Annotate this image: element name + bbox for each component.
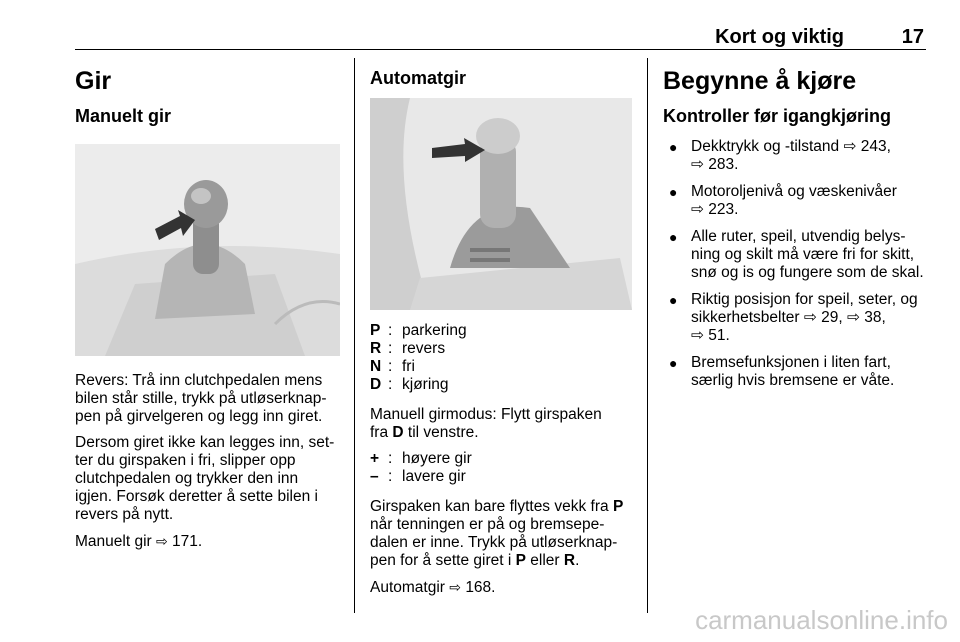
list-item bbox=[663, 183, 928, 219]
shift-row: + : høyere gir bbox=[370, 450, 472, 467]
list-item bbox=[663, 228, 928, 282]
automatic-gear-reference[interactable] bbox=[370, 578, 632, 597]
page-ref-icon: ⇨ bbox=[449, 579, 461, 595]
text-bold: D bbox=[392, 424, 404, 441]
column-automatic-gear bbox=[370, 60, 632, 605]
manual-gear-illustration bbox=[75, 144, 340, 356]
text-line: ⇨ 51. bbox=[691, 327, 730, 344]
text-line: sikkerhetsbelter ⇨ 29, ⇨ 38, bbox=[691, 309, 886, 326]
shift-label: lavere gir bbox=[402, 468, 466, 485]
column-manual-gear bbox=[75, 60, 340, 559]
text-bold: P bbox=[612, 498, 624, 515]
text-line: dalen er inne. Trykk på utløserknap- bbox=[370, 534, 618, 551]
gear-key: R bbox=[370, 340, 382, 357]
bullet-icon: ● bbox=[669, 355, 678, 371]
header-rule bbox=[75, 49, 926, 50]
gear-row: R : revers bbox=[370, 340, 446, 357]
heading-manuelt-gir: Manuelt gir bbox=[75, 106, 172, 126]
text-line: når tenningen er på og bremsepe- bbox=[370, 516, 605, 533]
bullet-icon: ● bbox=[669, 139, 678, 155]
manual-gear-reference[interactable] bbox=[75, 532, 340, 551]
checklist bbox=[663, 138, 928, 390]
text-line: clutchpedalen og trykker den inn bbox=[75, 470, 299, 487]
text-line: Alle ruter, speil, utvendig belys- bbox=[691, 228, 906, 245]
heading-gir: Gir bbox=[75, 67, 112, 95]
page-ref-icon: ⇨ bbox=[156, 533, 168, 549]
text-line: ⇨ 223. bbox=[691, 201, 739, 218]
plus-icon: + bbox=[370, 450, 380, 467]
retry-paragraph bbox=[75, 434, 340, 524]
gear-row: D : kjøring bbox=[370, 376, 449, 393]
automatic-gear-illustration bbox=[370, 98, 632, 310]
list-item bbox=[663, 354, 928, 390]
list-item bbox=[663, 291, 928, 345]
text-line: revers på nytt. bbox=[75, 506, 174, 523]
text-line: særlig hvis bremsene er våte. bbox=[691, 372, 895, 389]
column-divider-2 bbox=[647, 58, 648, 613]
text-line: Manuell girmodus: Flytt girspaken bbox=[370, 406, 602, 423]
text-line: ter du girspaken i fri, slipper opp bbox=[75, 452, 296, 469]
reference-label: Automatgir bbox=[370, 579, 445, 596]
section-title: Kort og viktig bbox=[715, 26, 844, 48]
text-span: Girspaken kan bare flyttes vekk fra bbox=[370, 498, 609, 515]
shift-list bbox=[370, 450, 632, 486]
text-span: til venstre. bbox=[407, 424, 479, 441]
text-line: Revers: Trå inn clutchpedalen mens bbox=[75, 372, 323, 389]
minus-icon: – bbox=[370, 468, 379, 485]
gear-label: kjøring bbox=[402, 376, 449, 393]
gear-row: N : fri bbox=[370, 358, 415, 375]
text-line: bilen står stille, trykk på utløserknap- bbox=[75, 390, 327, 407]
text-line: Dekktrykk og -tilstand ⇨ 243, bbox=[691, 138, 891, 155]
column-divider-1 bbox=[354, 58, 355, 613]
heading-kontroller: Kontroller før igangkjøring bbox=[663, 106, 891, 126]
text-line: Bremsefunksjonen i liten fart, bbox=[691, 354, 891, 371]
text-line: Motoroljenivå og væskenivåer bbox=[691, 183, 897, 200]
bullet-icon: ● bbox=[669, 229, 678, 245]
gear-positions-list bbox=[370, 322, 632, 394]
reference-label: Manuelt gir bbox=[75, 533, 152, 550]
text-bold: R bbox=[563, 552, 576, 569]
text-span: pen for å sette giret i bbox=[370, 552, 512, 569]
text-line: Riktig posisjon for speil, seter, og bbox=[691, 291, 918, 308]
reverse-paragraph bbox=[75, 372, 340, 426]
gear-key: P bbox=[370, 322, 381, 339]
lever-paragraph bbox=[370, 498, 632, 570]
gear-key: N bbox=[370, 358, 382, 375]
text-line: Dersom giret ikke kan legges inn, set- bbox=[75, 434, 335, 451]
gear-label: fri bbox=[402, 358, 415, 375]
reference-page: 171. bbox=[172, 533, 203, 550]
watermark: carmanualsonline.info bbox=[695, 605, 948, 635]
text-span: eller bbox=[530, 552, 560, 569]
text-span: fra bbox=[370, 424, 389, 441]
page-number: 17 bbox=[901, 26, 924, 48]
gear-key: D bbox=[370, 376, 382, 393]
shift-label: høyere gir bbox=[402, 450, 472, 467]
column-start-driving bbox=[663, 60, 928, 399]
manual-mode-paragraph bbox=[370, 406, 632, 442]
text-line: ⇨ 283. bbox=[691, 156, 739, 173]
page-header bbox=[75, 0, 926, 50]
heading-automatgir: Automatgir bbox=[370, 68, 466, 88]
text-line: ning og skilt må være fri for skitt, bbox=[691, 246, 915, 263]
text-span: . bbox=[575, 552, 580, 569]
shift-row: – : lavere gir bbox=[370, 468, 466, 485]
heading-begynne: Begynne å kjøre bbox=[663, 67, 857, 95]
bullet-icon: ● bbox=[669, 292, 678, 308]
bullet-icon: ● bbox=[669, 184, 678, 200]
text-bold: P bbox=[515, 552, 526, 569]
gear-row: P : parkering bbox=[370, 322, 467, 339]
text-line: snø og is og fungere som de skal. bbox=[691, 264, 924, 281]
text-line: igjen. Forsøk deretter å sette bilen i bbox=[75, 488, 318, 505]
gear-label: parkering bbox=[402, 322, 467, 339]
text-line: pen på girvelgeren og legg inn giret. bbox=[75, 408, 323, 425]
reference-page: 168. bbox=[465, 579, 496, 596]
gear-label: revers bbox=[402, 340, 446, 357]
list-item bbox=[663, 138, 928, 174]
